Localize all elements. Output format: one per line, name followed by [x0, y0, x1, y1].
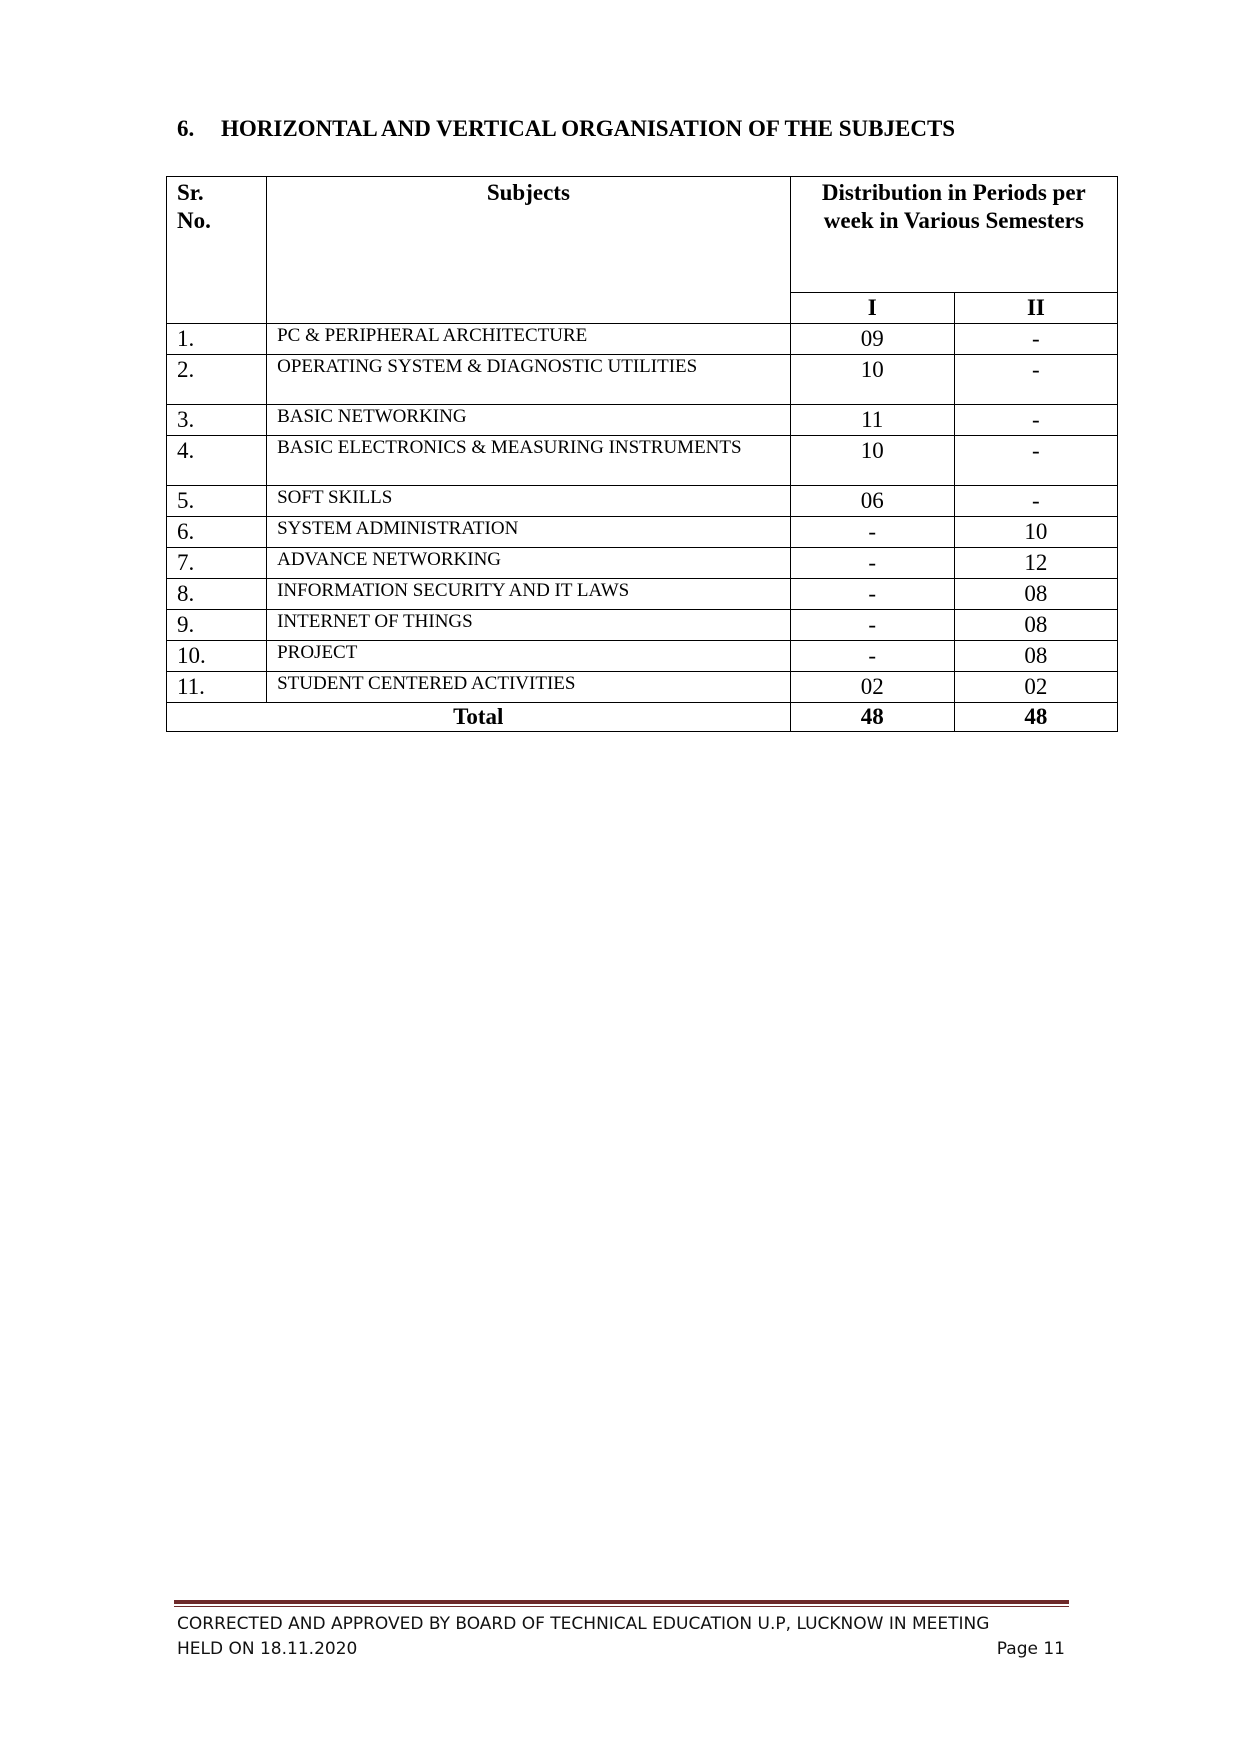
row-semester-1: - — [790, 579, 954, 610]
row-subject: PC & PERIPHERAL ARCHITECTURE — [267, 324, 791, 355]
row-sr-no: 6. — [167, 517, 267, 548]
header-sr-no: Sr. No. — [167, 177, 267, 324]
row-subject: BASIC NETWORKING — [267, 405, 791, 436]
row-semester-1: - — [790, 610, 954, 641]
row-subject: INFORMATION SECURITY AND IT LAWS — [267, 579, 791, 610]
table-row — [167, 517, 1118, 548]
total-semester-1: 48 — [790, 703, 954, 732]
row-semester-2: - — [954, 436, 1117, 486]
total-row — [167, 703, 1118, 732]
table-row — [167, 610, 1118, 641]
table-row — [167, 548, 1118, 579]
row-subject: SOFT SKILLS — [267, 486, 791, 517]
row-semester-2: 08 — [954, 610, 1117, 641]
row-sr-no: 2. — [167, 355, 267, 405]
row-sr-no: 4. — [167, 436, 267, 486]
row-subject: STUDENT CENTERED ACTIVITIES — [267, 672, 791, 703]
row-sr-no: 3. — [167, 405, 267, 436]
row-semester-1: 09 — [790, 324, 954, 355]
row-subject: BASIC ELECTRONICS & MEASURING INSTRUMENTS — [267, 436, 791, 486]
footer-line-1: CORRECTED AND APPROVED BY BOARD OF TECHNICAL EDUCATION U.P, LUCKNOW IN MEETING — [177, 1614, 990, 1634]
header-semester-1: I — [790, 293, 954, 324]
subjects-distribution-table — [166, 176, 1118, 732]
page-footer — [177, 1612, 1065, 1662]
row-semester-2: - — [954, 355, 1117, 405]
header-distribution: Distribution in Periods per week in Various Semesters — [790, 177, 1117, 293]
table-row — [167, 405, 1118, 436]
table-row — [167, 672, 1118, 703]
row-semester-2: 10 — [954, 517, 1117, 548]
row-subject: INTERNET OF THINGS — [267, 610, 791, 641]
row-semester-2: - — [954, 405, 1117, 436]
row-subject: ADVANCE NETWORKING — [267, 548, 791, 579]
table-row — [167, 486, 1118, 517]
row-semester-2: - — [954, 486, 1117, 517]
row-sr-no: 5. — [167, 486, 267, 517]
row-semester-2: 08 — [954, 579, 1117, 610]
row-semester-1: 10 — [790, 436, 954, 486]
row-semester-2: 12 — [954, 548, 1117, 579]
table-row — [167, 324, 1118, 355]
row-sr-no: 7. — [167, 548, 267, 579]
table-row — [167, 436, 1118, 486]
row-subject: OPERATING SYSTEM & DIAGNOSTIC UTILITIES — [267, 355, 791, 405]
section-heading — [177, 116, 955, 142]
row-semester-2: 02 — [954, 672, 1117, 703]
section-title: HORIZONTAL AND VERTICAL ORGANISATION OF THE SUBJECTS — [221, 116, 956, 141]
row-semester-1: 02 — [790, 672, 954, 703]
row-subject: SYSTEM ADMINISTRATION — [267, 517, 791, 548]
header-semester-2: II — [954, 293, 1117, 324]
row-semester-1: - — [790, 517, 954, 548]
row-semester-1: 11 — [790, 405, 954, 436]
page-number: Page 11 — [996, 1639, 1065, 1659]
row-semester-1: - — [790, 641, 954, 672]
row-semester-1: - — [790, 548, 954, 579]
row-sr-no: 9. — [167, 610, 267, 641]
total-label: Total — [167, 703, 791, 732]
row-sr-no: 10. — [167, 641, 267, 672]
footer-line-2: HELD ON 18.11.2020 — [177, 1639, 358, 1659]
table-row — [167, 579, 1118, 610]
row-semester-2: - — [954, 324, 1117, 355]
row-sr-no: 1. — [167, 324, 267, 355]
header-subjects: Subjects — [267, 177, 791, 324]
table-row — [167, 355, 1118, 405]
row-sr-no: 8. — [167, 579, 267, 610]
row-semester-1: 06 — [790, 486, 954, 517]
row-semester-1: 10 — [790, 355, 954, 405]
footer-rule-thin — [174, 1606, 1069, 1607]
row-semester-2: 08 — [954, 641, 1117, 672]
row-subject: PROJECT — [267, 641, 791, 672]
row-sr-no: 11. — [167, 672, 267, 703]
section-number: 6. — [177, 116, 195, 141]
table-row — [167, 641, 1118, 672]
total-semester-2: 48 — [954, 703, 1117, 732]
footer-rule-thick — [174, 1600, 1069, 1604]
